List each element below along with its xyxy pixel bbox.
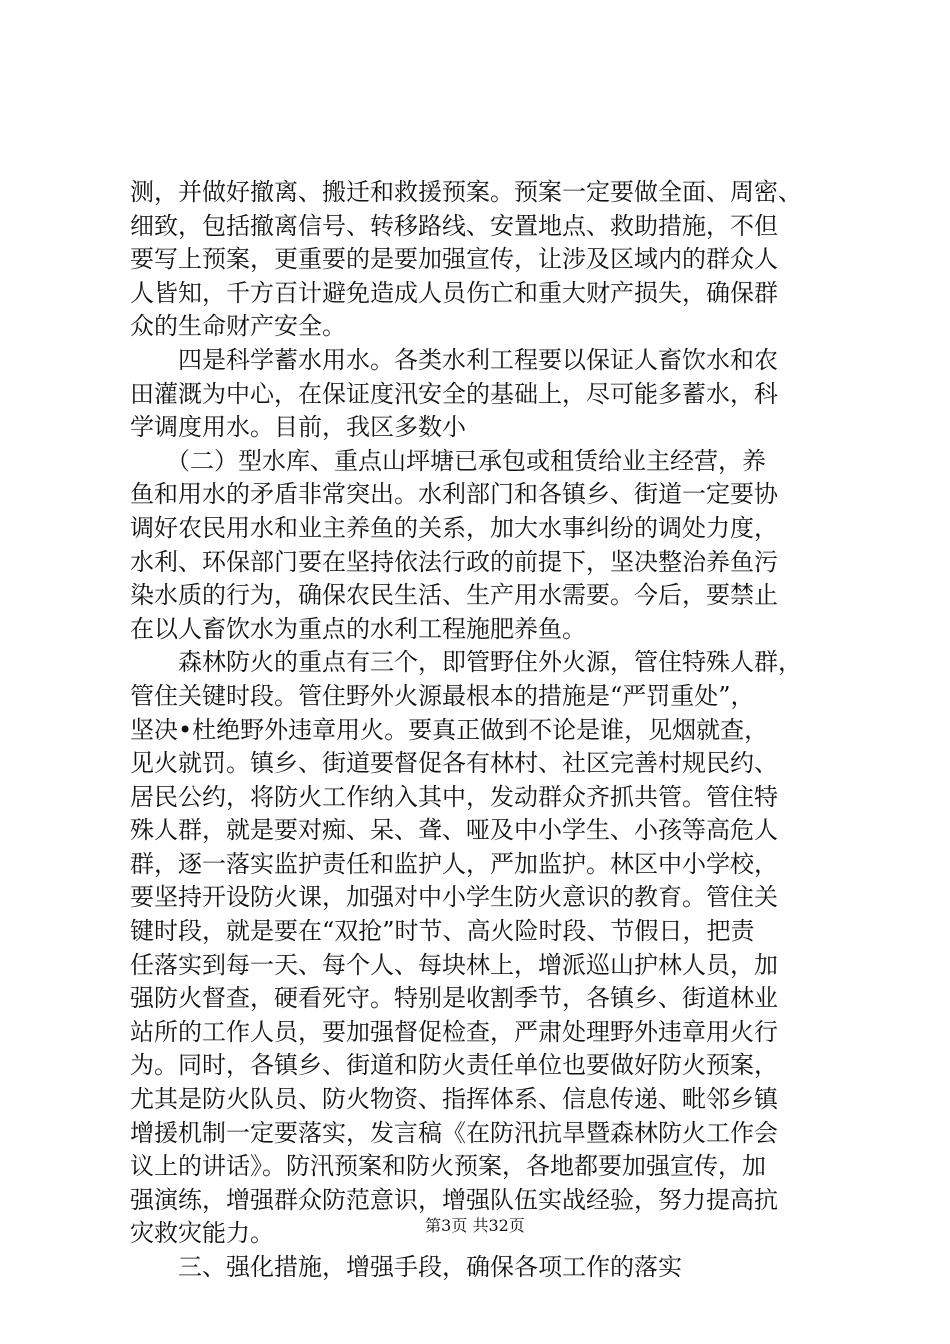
- text-line: 测，并做好撤离、搬迁和救援预案。预案一定要做全面、周密、: [130, 178, 802, 206]
- text-line: 尤其是防火队员、防火物资、指挥体系、信息传递、毗邻乡镇: [130, 1085, 778, 1114]
- text-line: 四是科学蓄水用水。各类水利工程要以保证人畜饮水和农: [130, 345, 778, 374]
- text-line: 鱼和用水的矛盾非常突出。水利部门和各镇乡、街道一定要协: [130, 480, 778, 509]
- section-heading: 三、强化措施，增强手段，确保各项工作的落实: [130, 1253, 682, 1281]
- text-line: 站所的工作人员，要加强督促检查，严肃处理野外违章用火行: [130, 1017, 778, 1046]
- text-line: 水利、环保部门要在坚持依法行政的前提下，坚决整治养鱼污: [130, 547, 778, 576]
- text-line: 灾救灾能力。: [130, 1219, 274, 1248]
- text-line: 染水质的行为，确保农民生活、生产用水需要。今后，要禁止: [130, 581, 778, 610]
- text-line: 细致，包括撤离信号、转移路线、安置地点、救助措施，不但: [130, 211, 778, 240]
- text-line: （二）型水库、重点山坪塘已承包或租赁给业主经营，养: [130, 446, 766, 475]
- text-line: 调好农民用水和业主养鱼的关系，加大水事纠纷的调处力度，: [130, 513, 778, 542]
- text-line: 要坚持开设防火课，加强对中小学生防火意识的教育。管住关: [130, 883, 778, 912]
- text-line: 群，逐一落实监护责任和监护人，严加监护。林区中小学校，: [130, 849, 778, 878]
- text-line: 任落实到每一天、每个人、每块林上，增派巡山护林人员，加: [130, 950, 778, 979]
- text-line: 在以人畜饮水为重点的水利工程施肥养鱼。: [130, 614, 586, 643]
- text-line: 人皆知，千方百计避免造成人员伤亡和重大财产损失，确保群: [130, 278, 778, 307]
- document-body: [130, 176, 830, 1285]
- text-line: 为。同时，各镇乡、街道和防火责任单位也要做好防火预案，: [130, 1051, 778, 1080]
- text-line: 强演练，增强群众防范意识，增强队伍实战经验，努力提高抗: [130, 1185, 778, 1214]
- text-line: 田灌溉为中心，在保证度汛安全的基础上，尽可能多蓄水，科: [130, 379, 778, 408]
- text-line: 见火就罚。镇乡、街道要督促各有林村、社区完善村规民约、: [130, 749, 778, 778]
- text-line: 要写上预案，更重要的是要加强宣传，让涉及区域内的群众人: [130, 245, 778, 274]
- text-line: 管住关键时段。管住野外火源最根本的措施是“严罚重处”，: [130, 681, 755, 710]
- text-line: 强防火督查，硬看死守。特别是收割季节，各镇乡、街道林业: [130, 984, 778, 1013]
- text-line: 增援机制一定要落实，发言稿《在防汛抗旱暨森林防火工作会: [130, 1118, 778, 1147]
- text-line: 众的生命财产安全。: [130, 312, 346, 341]
- text-line: 坚决•杜绝野外违章用火。要真正做到不论是谁，见烟就查，: [130, 715, 769, 744]
- text-line: 殊人群，就是要对痴、呆、聋、哑及中小学生、小孩等高危人: [130, 816, 778, 845]
- text-line: 议上的讲话》。防汛预案和防火预案，各地都要加强宣传，加: [130, 1152, 766, 1181]
- text-line: 学调度用水。目前，我区多数小: [130, 413, 466, 442]
- text-line: 居民公约，将防火工作纳入其中，发动群众齐抓共管。管住特: [130, 782, 778, 811]
- text-line: 森林防火的重点有三个，即管野住外火源，管住特殊人群，: [130, 648, 802, 677]
- page-number-footer: 第3页 共32页: [425, 1216, 525, 1235]
- text-line: 键时段，就是要在“双抢”时节、高火险时段、节假日，把责: [130, 917, 755, 946]
